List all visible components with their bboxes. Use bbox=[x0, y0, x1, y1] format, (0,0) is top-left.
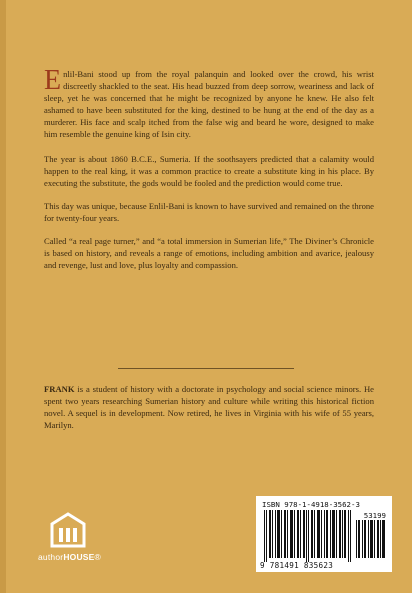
publisher-name: authorHOUSE® bbox=[38, 552, 102, 562]
blurb-paragraph-4: Called “a real page turner,” and “a total immersion in Sumerian life,” The Diviner’s Chronicle is based on history, and reveals a range of emotions, including ambition and avarice, jealousy and revenge, lust and love, plus loyalty and compassion. bbox=[44, 236, 374, 271]
blurb-paragraph-1-text: nlil-Bani stood up from the royal palanquin and looked over the crowd, his wrist discreetly shackled to the seat. His head buzzed from deep sorrow, weariness and lack of sleep, yet he was concerned that he might be recognized by anyone he knew. He also felt ashamed to have been substituted for the king, destined to be hung at the end of the day as a murderer. His face and scalp itched from the false wig and beard he wore, designed to make him resemble the genuine king of Isin city. bbox=[44, 69, 374, 140]
section-divider bbox=[118, 368, 294, 369]
price-code: 53199 bbox=[363, 511, 386, 520]
isbn-number: ISBN 978-1-4918-3562-3 bbox=[262, 500, 360, 509]
author-bio bbox=[44, 383, 374, 431]
drop-cap: E bbox=[44, 65, 62, 96]
price-addon-bars bbox=[356, 520, 386, 558]
blurb-paragraph-2: The year is about 1860 B.C.E., Sumeria. If the soothsayers predicted that a calamity would happen to the real king, it was a common practice to create a substitute king in his place. By executing the substitute, the gods would be fooled and the prediction would come true. bbox=[44, 153, 374, 188]
author-bio-text: is a student of history with a doctorate in psychology and social science minors. He spent two years researching Sumerian history and culture while writing this historical fiction novel. A sequel is in development. Now retired, he lives in Virginia with his wife of 55 years, Marilyn. bbox=[44, 384, 374, 431]
blurb-paragraph-3: This day was unique, because Enlil-Bani is known to have survived and remained on the throne for twenty-four years. bbox=[44, 200, 374, 223]
back-cover-blurb bbox=[44, 65, 374, 282]
publisher-logo bbox=[38, 512, 102, 568]
publisher-building-icon bbox=[48, 512, 88, 548]
ean-barcode-bars bbox=[264, 510, 352, 562]
blurb-paragraph-1 bbox=[44, 65, 374, 141]
ean-digits: 9 781491 835623 bbox=[260, 561, 334, 570]
author-name: FRANK bbox=[44, 384, 75, 394]
cover-edge bbox=[0, 0, 6, 593]
isbn-barcode bbox=[256, 496, 392, 572]
